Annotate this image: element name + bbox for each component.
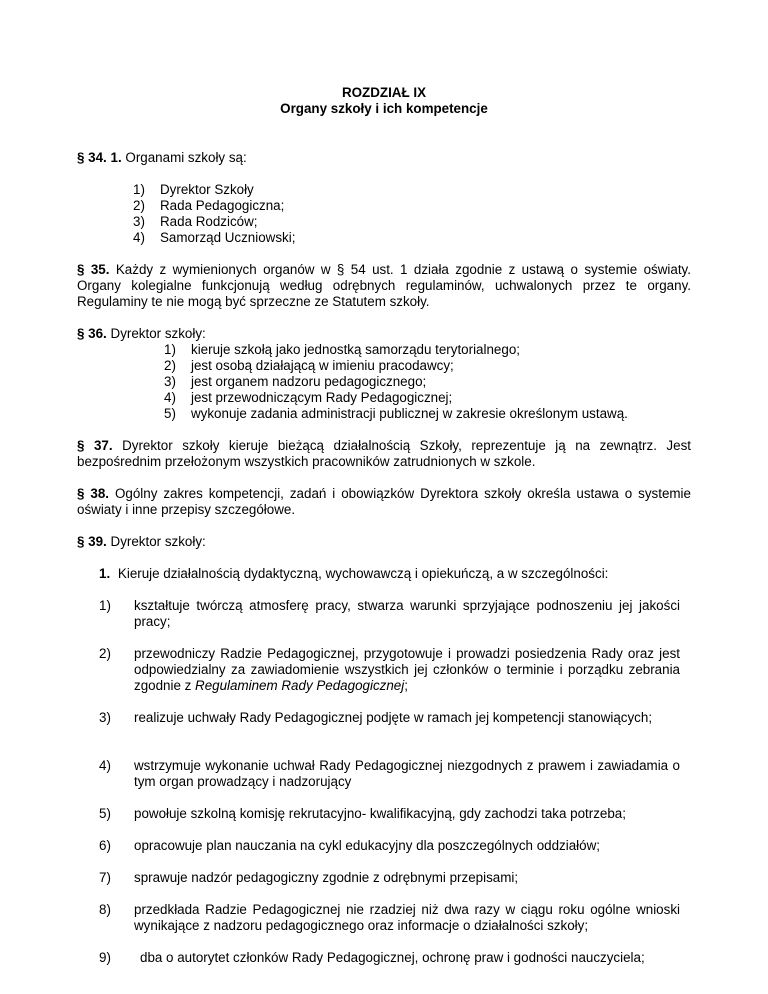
section-36-ref: § 36.	[77, 326, 107, 341]
list-item: Rada Pedagogiczna;	[160, 198, 285, 213]
chapter-title: ROZDZIAŁ IX	[341, 85, 427, 100]
list-item: wstrzymuje wykonanie uchwał Rady Pedagogicznej niezgodnych z prawem i zawiadamia o tym organ prowadzący i nadzorujący	[134, 758, 680, 789]
list-item: dba o autorytet członków Rady Pedagogicznej, ochronę praw i godności nauczyciela;	[140, 950, 645, 965]
list-item-text: przewodniczy Radzie Pedagogicznej, przygotowuje i prowadzi posiedzenia Rady oraz jest odpowiedzialny za zawiadomienie wszystkich jej członków o terminie i porządku zebrania zgodnie z	[134, 646, 680, 693]
list-item-number: 4)	[133, 230, 145, 245]
list-item-emphasis: Regulaminem Rady Pedagogicznej	[195, 678, 405, 693]
list-item: przedkłada Radzie Pedagogicznej nie rzadziej niż dwa razy w ciągu roku ogólne wnioski wynikające z nadzoru pedagogicznego oraz informacje o działalności szkoły;	[134, 902, 680, 933]
list-item-number: 3)	[133, 214, 145, 229]
list-item: realizuje uchwały Rady Pedagogicznej podjęte w ramach jej kompetencji stanowiących;	[134, 710, 653, 725]
list-item-number: 6)	[99, 838, 111, 853]
list-item-number: 7)	[99, 870, 111, 885]
section-39-point-1	[99, 566, 608, 581]
list-item: jest organem nadzoru pedagogicznego;	[191, 374, 427, 389]
point-number: 1.	[99, 566, 111, 581]
list-item: powołuje szkolną komisję rekrutacyjno- kwalifikacyjną, gdy zachodzi taka potrzeba;	[134, 806, 626, 821]
point-text: Kieruje działalnością dydaktyczną, wychowawczą i opiekuńczą, a w szczególności:	[117, 566, 609, 581]
section-38	[77, 486, 691, 518]
list-item-number: 2)	[164, 358, 176, 373]
section-34-text: Organami szkoły są:	[125, 150, 247, 165]
list-item-number: 5)	[99, 806, 111, 821]
section-35	[77, 262, 691, 310]
list-item: Rada Rodziców;	[160, 214, 258, 229]
section-36	[77, 326, 206, 341]
list-item-number: 3)	[99, 710, 111, 725]
section-37-text: Dyrektor szkoły kieruje bieżącą działalnością Szkoły, reprezentuje ją na zewnątrz. Jest bezpośrednim przełożonym wszystkich pracowników zatrudnionych w szkole.	[77, 438, 691, 469]
section-37	[77, 438, 691, 470]
list-item-number: 4)	[99, 758, 111, 773]
list-item-number: 1)	[133, 182, 145, 197]
list-item: kształtuje twórczą atmosferę pracy, stwarza warunki sprzyjające podnoszeniu jej jakości pracy;	[134, 598, 680, 629]
section-35-text: Każdy z wymienionych organów w § 54 ust. 1 działa zgodnie z ustawą o systemie oświaty. Organy kolegialne funkcjonują według odrębnych regulaminów, uchwalonych przez te organy. Regulaminy te nie mogą być sprzeczne ze Statutem szkoły.	[77, 262, 691, 309]
section-34-ref: § 34. 1.	[77, 150, 122, 165]
list-item-number: 9)	[99, 950, 111, 965]
list-item-number: 5)	[164, 406, 176, 421]
list-item-number: 2)	[99, 646, 111, 661]
list-item: Dyrektor Szkoły	[160, 182, 254, 197]
section-39-text: Dyrektor szkoły:	[110, 534, 206, 549]
section-34	[77, 150, 247, 165]
section-38-ref: § 38.	[77, 486, 110, 501]
list-item	[134, 646, 680, 694]
list-item-number: 8)	[99, 902, 111, 917]
section-36-text: Dyrektor szkoły:	[110, 326, 206, 341]
list-item-number: 1)	[99, 598, 111, 613]
list-item: jest osobą działającą w imieniu pracodawcy;	[191, 358, 454, 373]
list-item: opracowuje plan nauczania na cykl edukacyjny dla poszczególnych oddziałów;	[134, 838, 600, 853]
list-item-number: 4)	[164, 390, 176, 405]
list-item-number: 1)	[164, 342, 176, 357]
section-37-ref: § 37.	[77, 438, 113, 453]
section-39-ref: § 39.	[77, 534, 107, 549]
section-38-text: Ogólny zakres kompetencji, zadań i obowiązków Dyrektora szkoły określa ustawa o systemie oświaty i inne przepisy szczegółowe.	[77, 486, 691, 517]
list-item-number: 3)	[164, 374, 176, 389]
list-item: wykonuje zadania administracji publicznej w zakresie określonym ustawą.	[191, 406, 628, 421]
section-39	[77, 534, 206, 549]
list-item: jest przewodniczącym Rady Pedagogicznej;	[191, 390, 453, 405]
list-item: kieruje szkołą jako jednostką samorządu terytorialnego;	[191, 342, 520, 357]
section-35-ref: § 35.	[77, 262, 110, 277]
chapter-subtitle: Organy szkoły i ich kompetencje	[280, 101, 488, 116]
list-item-tail: ;	[404, 678, 408, 693]
list-item-number: 2)	[133, 198, 145, 213]
list-item: sprawuje nadzór pedagogiczny zgodnie z odrębnymi przepisami;	[134, 870, 519, 885]
list-item: Samorząd Uczniowski;	[160, 230, 296, 245]
